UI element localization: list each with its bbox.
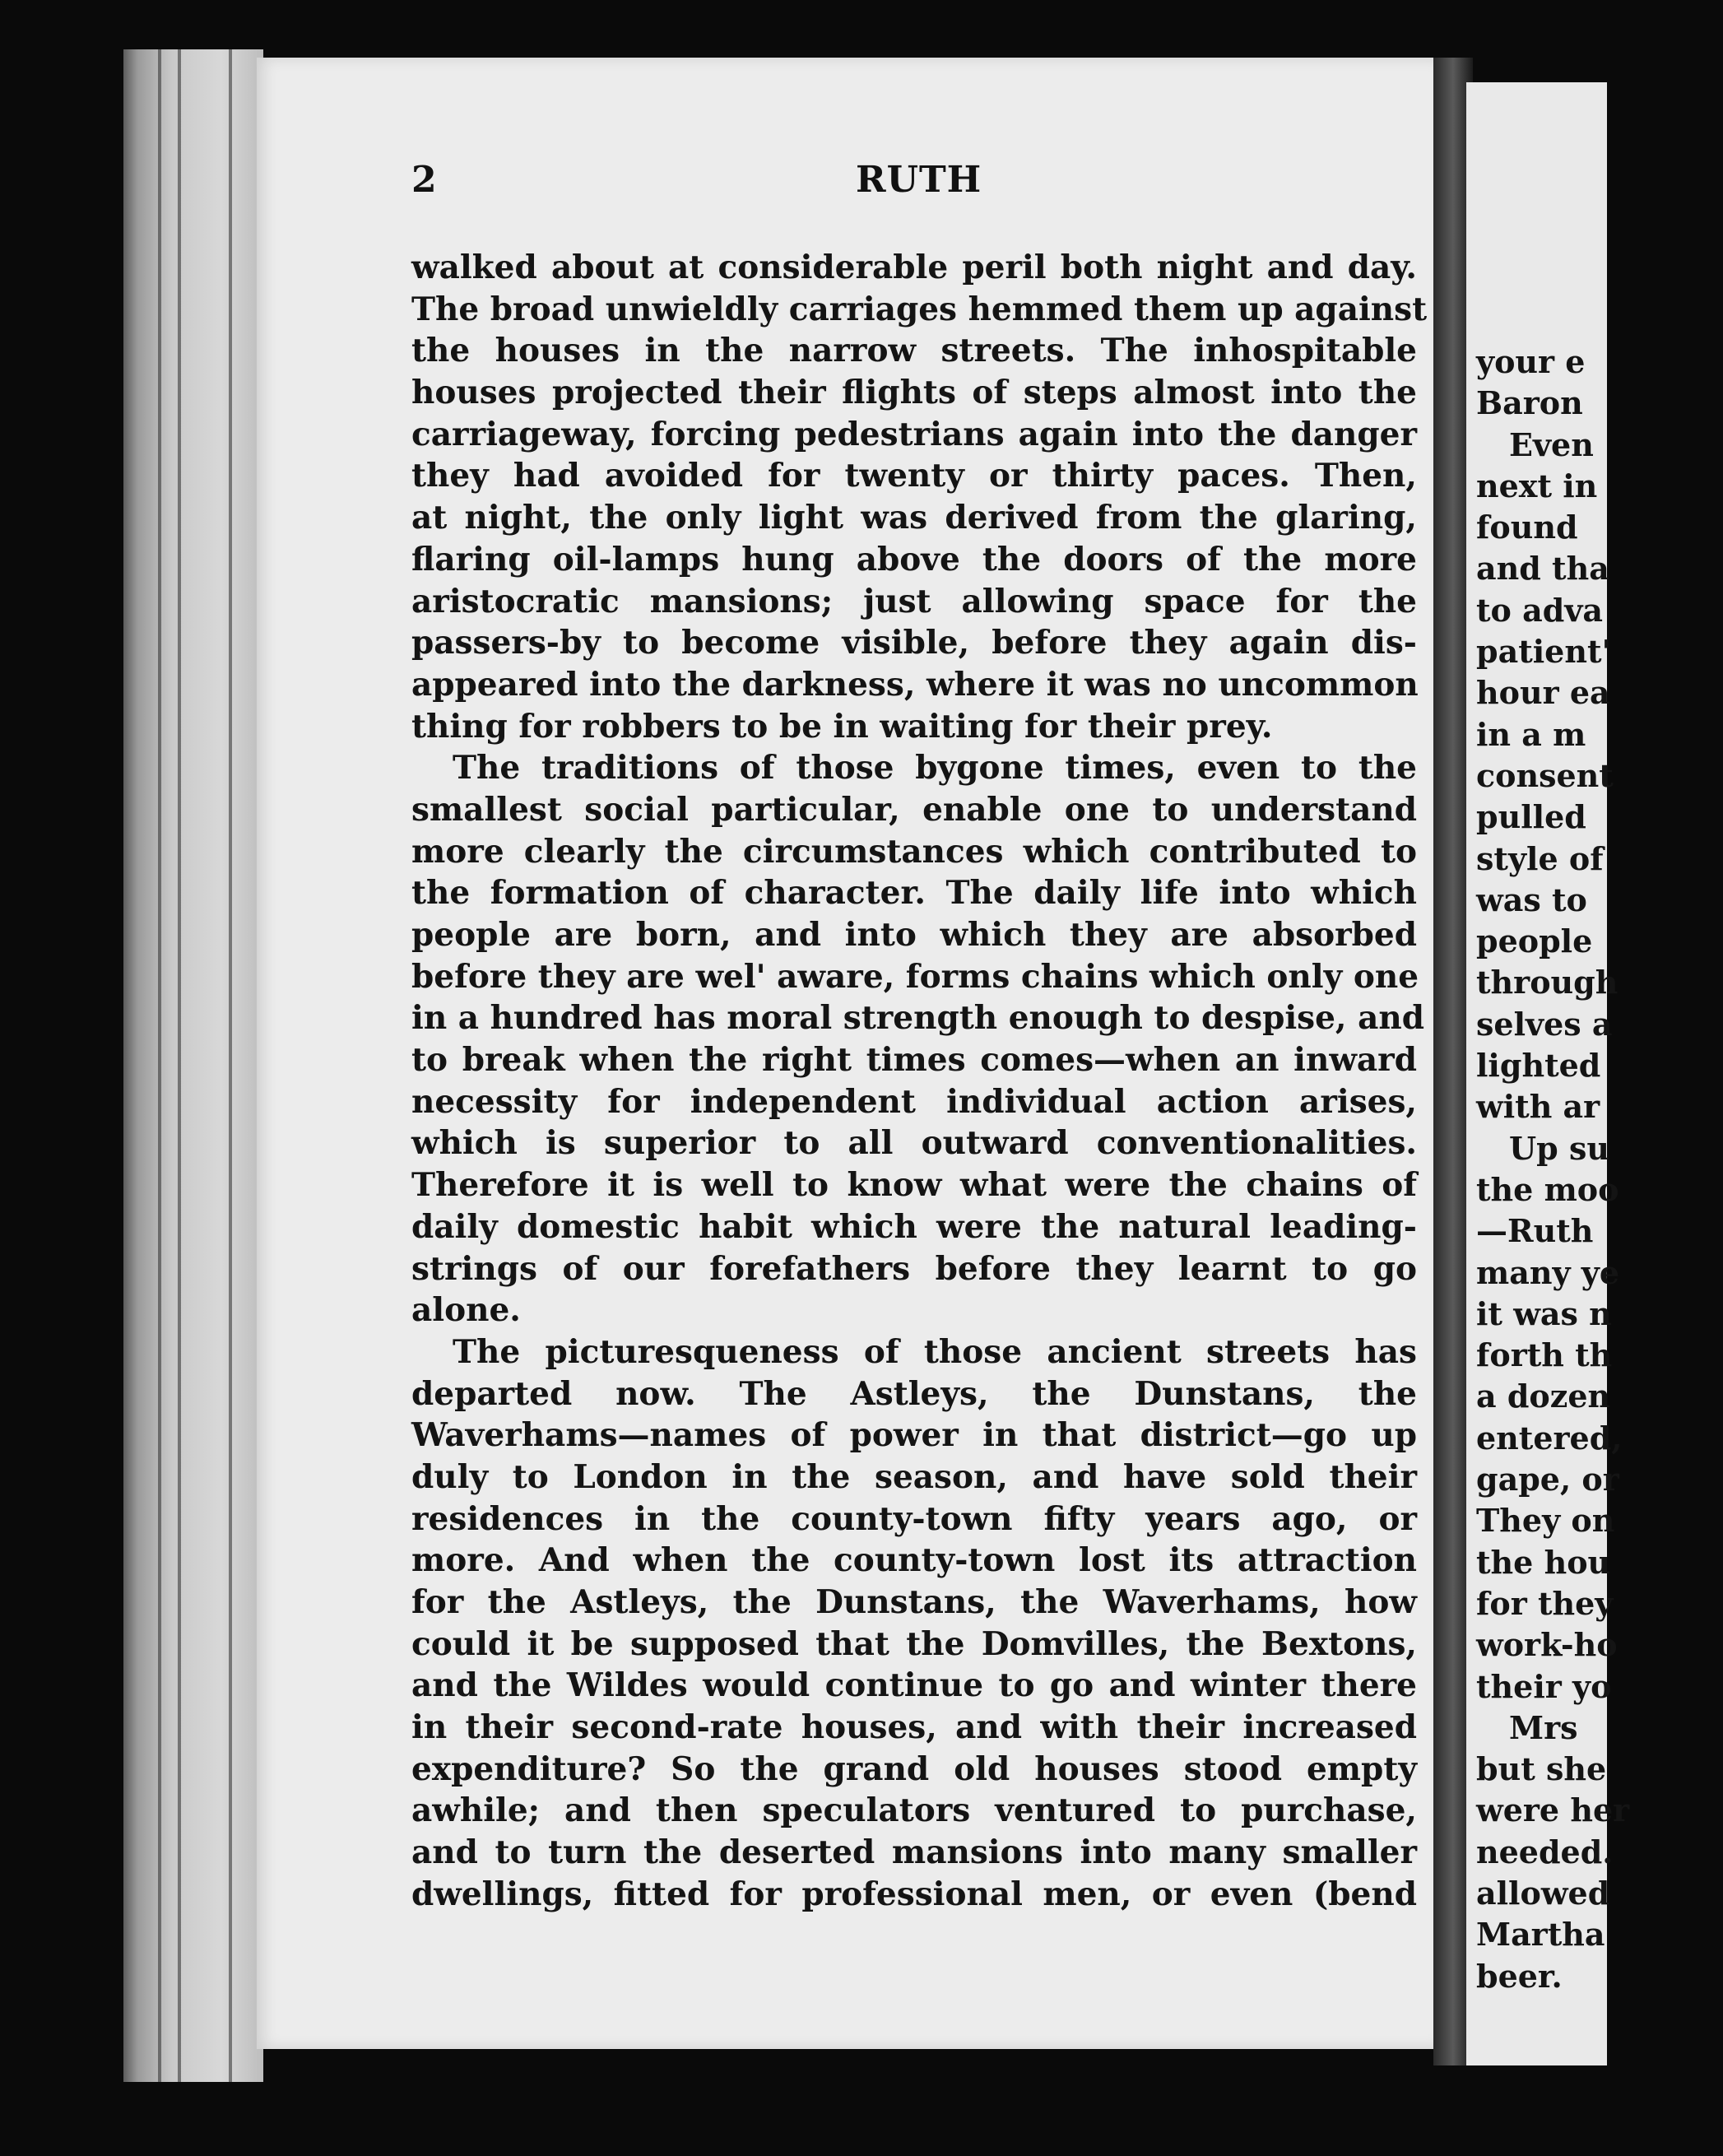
text-line: to break when the right times comes—when an inward: [411, 1041, 1417, 1080]
facing-text-line: pulled: [1476, 798, 1586, 836]
facing-text-line: many ye: [1476, 1253, 1620, 1291]
text-line: before they are wel' aware, forms chains which only one: [411, 957, 1419, 996]
facing-text-line: hour ea: [1476, 674, 1610, 712]
text-line: Therefore it is well to know what were the chains of: [411, 1166, 1417, 1205]
page-edge-line: [158, 49, 161, 2082]
text-line: the houses in the narrow streets. The inhospitable: [411, 332, 1417, 370]
facing-text-line: a dozen: [1476, 1378, 1611, 1415]
facing-text-line: people: [1476, 922, 1593, 960]
facing-text-line: patient': [1476, 633, 1612, 671]
facing-text-line: found: [1476, 509, 1578, 546]
facing-text-line: allowed: [1476, 1874, 1610, 1912]
text-line: daily domestic habit which were the natural leading-: [411, 1207, 1417, 1246]
text-line: dwellings, fitted for professional men, or even (bend: [411, 1875, 1417, 1913]
facing-text-line: Mrs: [1509, 1708, 1578, 1746]
text-line: smallest social particular, enable one to understand: [411, 790, 1417, 829]
text-line: at night, the only light was derived from the glaring,: [411, 499, 1417, 537]
facing-text-line: and tha: [1476, 550, 1609, 588]
facing-text-line: your e: [1476, 343, 1586, 380]
text-line: The broad unwieldly carriages hemmed them up against: [411, 290, 1428, 328]
text-line: more. And when the county-town lost its attraction: [411, 1541, 1417, 1580]
facing-text-line: through: [1476, 964, 1619, 1001]
facing-text-line: consent: [1476, 756, 1614, 794]
facing-text-line: entered,: [1476, 1419, 1623, 1457]
facing-text-line: for they: [1476, 1584, 1614, 1622]
text-line: in a hundred has moral strength enough to despise, and: [411, 999, 1424, 1038]
facing-text-line: —Ruth: [1476, 1212, 1594, 1250]
facing-text-line: in a m: [1476, 715, 1586, 753]
facing-text-line: forth th: [1476, 1336, 1613, 1374]
facing-text-line: next in: [1476, 467, 1598, 504]
facing-text-line: it was n: [1476, 1294, 1612, 1332]
text-line: alone.: [411, 1291, 521, 1330]
facing-text-line: Even: [1509, 425, 1594, 463]
facing-text-line: the hou: [1476, 1543, 1611, 1581]
text-line: strings of our forefathers before they learnt to go: [411, 1249, 1417, 1288]
text-line: could it be supposed that the Domvilles, the Bextons,: [411, 1624, 1417, 1663]
facing-text-line: but she: [1476, 1750, 1607, 1788]
page-body-text: [411, 247, 1428, 1916]
text-line: Waverhams—names of power in that district—go up: [411, 1416, 1417, 1455]
facing-text-line: gape, or: [1476, 1461, 1619, 1499]
facing-text-line: Martha: [1476, 1916, 1605, 1954]
facing-text-line: to adva: [1476, 591, 1604, 629]
text-line: in their second-rate houses, and with their increased: [411, 1708, 1417, 1747]
text-line: The traditions of those bygone times, even to the: [453, 749, 1417, 788]
text-line: departed now. The Astleys, the Dunstans, the: [411, 1374, 1417, 1413]
text-line: people are born, and into which they are absorbed: [411, 916, 1417, 954]
text-line: necessity for independent individual action arises,: [411, 1082, 1417, 1121]
facing-text-line: style of: [1476, 839, 1604, 877]
text-line: they had avoided for twenty or thirty paces. Then,: [411, 457, 1417, 495]
text-line: aristocratic mansions; just allowing space for the: [411, 582, 1417, 620]
facing-text-line: was to: [1476, 881, 1587, 918]
text-line: carriageway, forcing pedestrians again into the danger: [411, 415, 1417, 453]
text-line: flaring oil-lamps hung above the doors of the more: [411, 540, 1417, 578]
facing-text-line: with ar: [1476, 1088, 1600, 1126]
text-line: for the Astleys, the Dunstans, the Waverhams, how: [411, 1583, 1417, 1621]
facing-page-text: [1476, 342, 1723, 1997]
text-line: The picturesqueness of those ancient streets has: [453, 1332, 1417, 1371]
book-edge-left: [123, 49, 263, 2082]
page-edge-line: [178, 49, 181, 2082]
facing-text-line: beer.: [1476, 1957, 1563, 1995]
facing-text-line: Up su: [1509, 1129, 1609, 1167]
text-line: thing for robbers to be in waiting for their prey.: [411, 707, 1273, 746]
facing-text-line: work-ho: [1476, 1626, 1618, 1664]
facing-text-line: were her: [1476, 1791, 1630, 1829]
facing-text-line: They on: [1476, 1502, 1615, 1540]
facing-page-fragment: [1466, 82, 1630, 2065]
text-line: walked about at considerable peril both night and day.: [411, 249, 1417, 286]
facing-text-line: Baron: [1476, 384, 1583, 422]
page-header: [411, 159, 1423, 208]
text-line: passers-by to become visible, before they again dis-: [411, 624, 1417, 662]
text-line: more clearly the circumstances which contributed to: [411, 832, 1417, 871]
text-line: awhile; and then speculators ventured to purchase,: [411, 1791, 1417, 1830]
facing-text-line: lighted: [1476, 1047, 1601, 1085]
text-line: houses projected their flights of steps almost into the: [411, 374, 1417, 412]
text-line: residences in the county-town fifty years ago, or: [411, 1499, 1417, 1538]
text-line: expenditure? So the grand old houses stood empty: [411, 1749, 1417, 1788]
facing-text-line: needed.: [1476, 1833, 1614, 1870]
text-line: the formation of character. The daily life into which: [411, 874, 1417, 913]
text-line: duly to London in the season, and have sold their: [411, 1457, 1417, 1496]
page-number: 2: [411, 159, 437, 201]
running-head: RUTH: [856, 159, 982, 201]
text-line: which is superior to all outward conventionalities.: [411, 1124, 1417, 1163]
page-edge-line: [229, 49, 232, 2082]
text-line: and the Wildes would continue to go and winter there: [411, 1666, 1417, 1705]
text-line: and to turn the deserted mansions into many smaller: [411, 1833, 1417, 1872]
text-line: appeared into the darkness, where it was no uncommon: [411, 665, 1419, 704]
facing-text-line: selves a: [1476, 1005, 1613, 1043]
facing-text-line: the moo: [1476, 1170, 1619, 1208]
facing-text-line: their yo: [1476, 1667, 1612, 1705]
